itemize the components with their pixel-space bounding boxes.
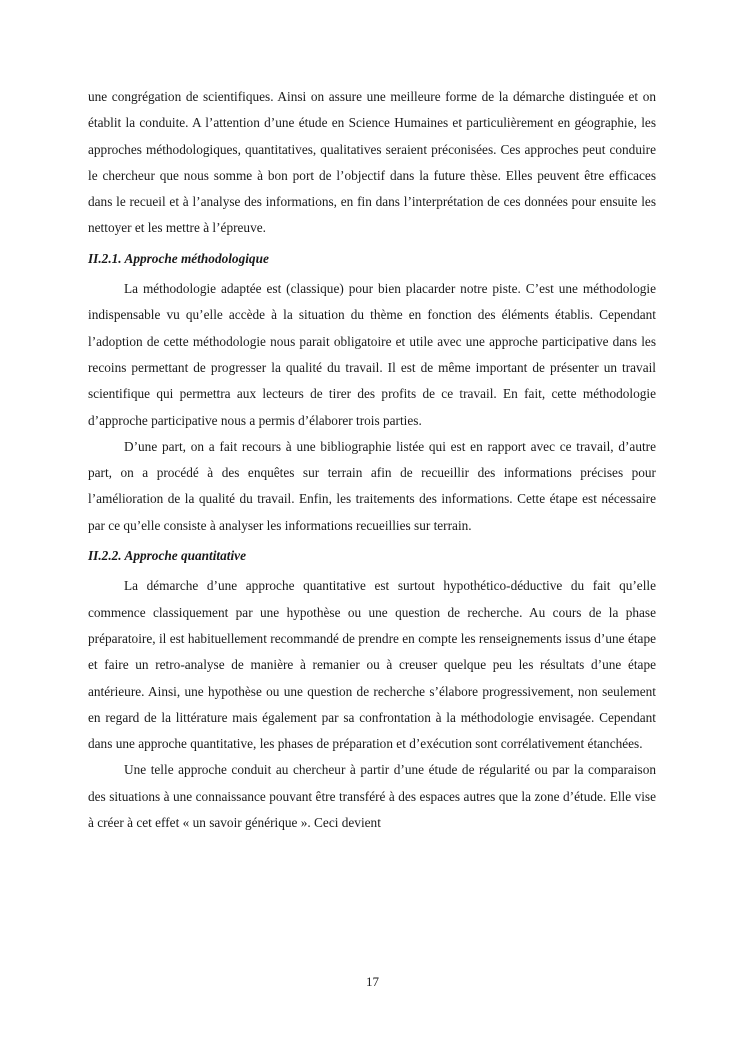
paragraph-methodologie: La méthodologie adaptée est (classique) pour bien placarder notre piste. C’est une méthodologie indispensable vu qu’elle accède à la situation du thème en fonction des éléments établis. Cependant l’adoption de cette méthodologie nous parait obligatoire et utile avec une approche participative dans les recoins permettant de progresser la qualité du travail. Il est de même important de présenter un travail scientifique qui permettra aux lecteurs de tirer des profits de ce travail. En fait, cette méthodologie d’approche participative nous a permis d’élaborer trois parties.	[88, 281, 656, 428]
section-heading-approche-methodologique: II.2.1. Approche méthodologique	[88, 250, 269, 266]
paragraph-bibliographie-enquetes: D’une part, on a fait recours à une bibliographie listée qui est en rapport avec ce travail, d’autre part, on a procédé à des enquêtes sur terrain afin de recueillir des informations précises pour l’amélioration de la qualité du travail. Enfin, les traitements des informations. Cette étape est nécessaire par ce qu’elle consiste à analyser les informations recueillies sur terrain.	[88, 438, 656, 533]
paragraph-approche-conduit: Une telle approche conduit au chercheur à partir d’une étude de régularité ou par la comparaison des situations à une connaissance pouvant être transféré à des espaces autres que la zone d’étude. Elle vise à créer à cet effet « un savoir générique ». Ceci devient	[88, 762, 656, 831]
paragraph-intro-continuation: une congrégation de scientifiques. Ainsi on assure une meilleure forme de la démarche distinguée et on établit la conduite. A l’attention d’une étude en Science Humaines et particulièrement en géographie, les approches méthodologiques, quantitatives, qualitatives seraient préconisées. Ces approches peut conduire le chercheur que nous somme à bon port de l’objectif dans la future thèse. Elles peuvent être efficaces dans le recueil et à l’analyse des informations, en fin dans l’interprétation de ces données pour ensuite les nettoyer et les mettre à l’épreuve.	[88, 89, 656, 236]
paragraph-demarche-quantitative: La démarche d’une approche quantitative est surtout hypothético-déductive du fait qu’elle commence classiquement par une hypothèse ou une question de recherche. Au cours de la phase préparatoire, il est habituellement recommandé de prendre en compte les renseignements issus d’une étape et faire un retro-analyse de manière à remanier ou à creuser quelque peu les résultats d’une étape antérieure. Ainsi, une hypothèse ou une question de recherche s’élabore progressivement, non seulement en regard de la littérature mais également par sa confrontation à la méthodologie envisagée. Cependant dans une approche quantitative, les phases de préparation et d’exécution sont corrélativement étanchées.	[88, 578, 656, 752]
page-body	[88, 84, 656, 836]
page-number: 17	[366, 974, 379, 989]
section-heading-approche-quantitative: II.2.2. Approche quantitative	[88, 548, 246, 564]
